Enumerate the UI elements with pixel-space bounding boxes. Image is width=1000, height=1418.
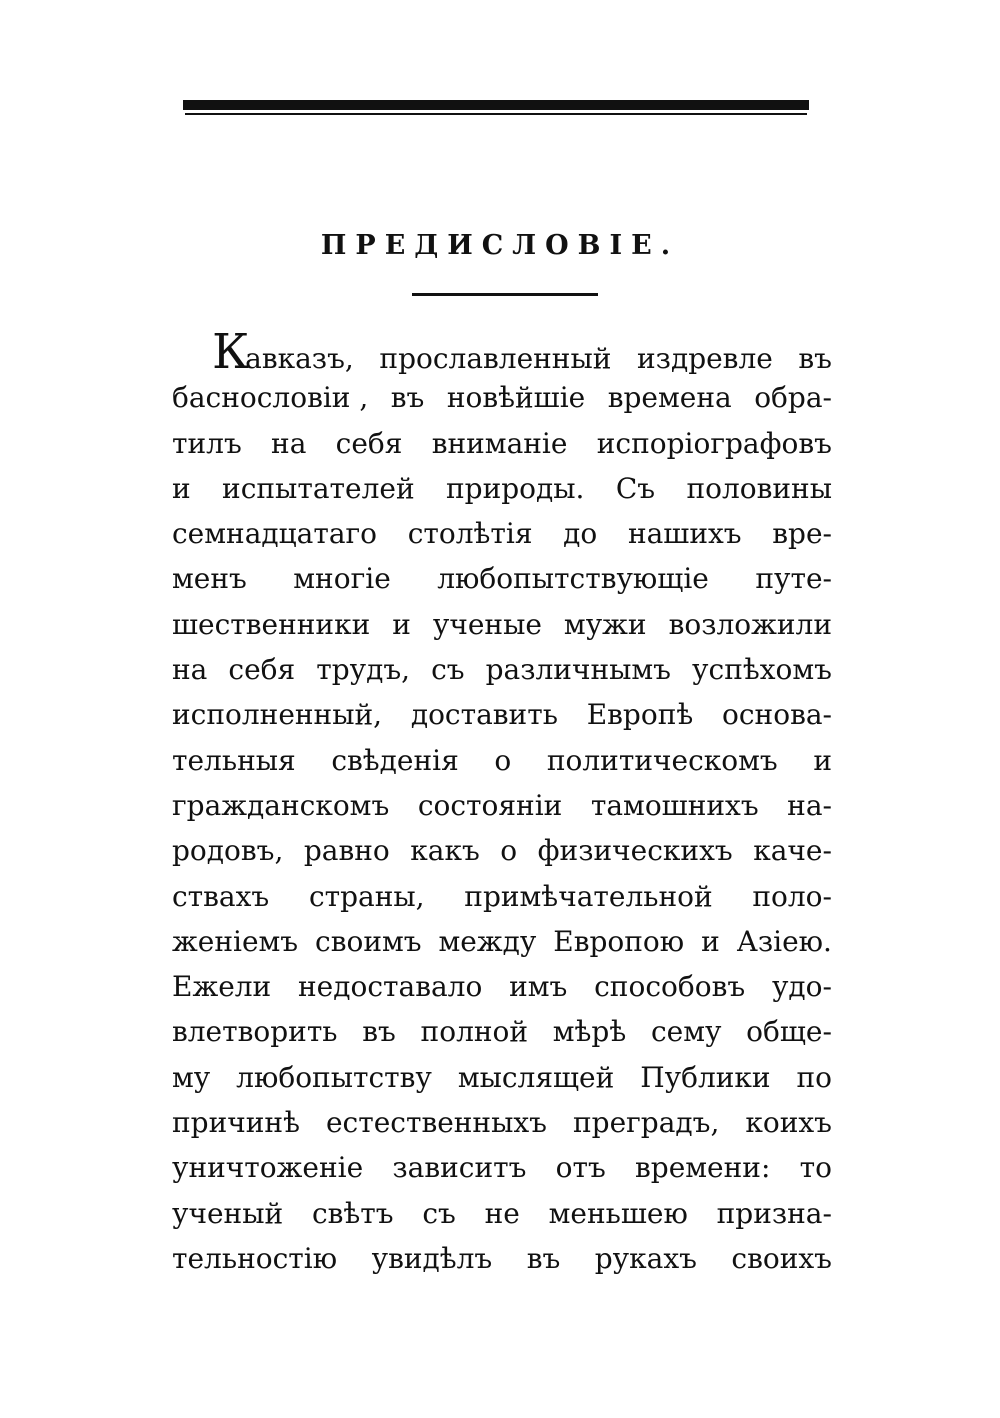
word: нашихъ [627, 517, 742, 551]
word: на [271, 426, 307, 460]
word: Публики [640, 1060, 771, 1094]
word: въ [526, 1241, 561, 1275]
word: сему [650, 1015, 722, 1049]
word: преградъ, [572, 1106, 720, 1140]
word: му [172, 1060, 211, 1094]
text-line [172, 375, 832, 420]
heading-divider [412, 293, 598, 296]
word: недоставало [298, 970, 483, 1004]
word: себя [335, 426, 403, 460]
word: новѣйшіе [446, 381, 586, 415]
word: прославленный [379, 342, 612, 375]
word: между [438, 924, 537, 958]
word: Съ [615, 471, 656, 505]
text-line [172, 828, 832, 873]
word: мыслящей [457, 1060, 615, 1094]
word: имъ [509, 970, 568, 1004]
word: ученые [432, 607, 542, 641]
text-line [172, 1009, 832, 1054]
word: природы. [445, 471, 585, 505]
word: меньшею [548, 1196, 688, 1230]
word: мужи [563, 607, 647, 641]
text-line [172, 511, 832, 556]
word: своимъ [315, 924, 422, 958]
word: равно [303, 834, 390, 868]
word: какъ [410, 834, 480, 868]
word: ствахъ [172, 879, 270, 913]
text-line [172, 647, 832, 692]
word: столѣтія [407, 517, 533, 551]
text-line [172, 692, 832, 737]
word: издревле [637, 342, 773, 375]
text-line [172, 1236, 832, 1281]
text-line [172, 738, 832, 783]
text-line [172, 874, 832, 919]
word: испытателей [222, 471, 415, 505]
word: о [494, 743, 512, 777]
word: способовъ [594, 970, 746, 1004]
word: шественники [172, 607, 371, 641]
word: физическихъ [537, 834, 733, 868]
word: тельностію [172, 1241, 338, 1275]
word: исполненный, [172, 698, 383, 732]
word: вре- [772, 517, 832, 551]
word: трудъ, [316, 653, 411, 687]
word: половины [686, 471, 832, 505]
word: Европѣ [586, 698, 694, 732]
text-line [172, 556, 832, 601]
word: вниманіе [431, 426, 568, 460]
text-line [172, 466, 832, 511]
word: основа- [722, 698, 832, 732]
word: рукахъ [594, 1241, 697, 1275]
word [212, 324, 354, 381]
word: и [813, 743, 832, 777]
word: тилъ [172, 426, 242, 460]
word: и [172, 471, 191, 505]
word: возложили [668, 607, 832, 641]
word: уничтоженіе [172, 1151, 364, 1185]
word: семнадцатаго [172, 517, 378, 551]
text-line [172, 1100, 832, 1145]
word: влетворить [172, 1015, 338, 1049]
word: времена [607, 381, 732, 415]
word: Азіею. [736, 924, 832, 958]
word: любопытству [236, 1060, 432, 1094]
word: каче- [753, 834, 832, 868]
word: зависитъ [392, 1151, 527, 1185]
text-line [172, 919, 832, 964]
drop-cap: К [212, 324, 250, 380]
word: и [701, 924, 720, 958]
word: съ [422, 1196, 456, 1230]
word: поло- [752, 879, 832, 913]
text-line [172, 602, 832, 647]
thin-rule [185, 113, 807, 115]
text-line [172, 964, 832, 1009]
word: въ [362, 1015, 396, 1049]
thick-rule [183, 100, 809, 110]
word: тельныя [172, 743, 296, 777]
word: гражданскомъ [172, 788, 390, 822]
word: свѣтъ [311, 1196, 394, 1230]
word: обра- [754, 381, 832, 415]
text-line [172, 1055, 832, 1100]
text-line [172, 421, 832, 466]
word: коихъ [745, 1106, 832, 1140]
word: съ [431, 653, 465, 687]
word: и [392, 607, 411, 641]
word: не [484, 1196, 520, 1230]
word: на [172, 653, 208, 687]
word: многіе [293, 562, 391, 596]
header-ornamental-rule [183, 100, 809, 116]
text-line [172, 324, 832, 380]
word: въ [798, 342, 832, 375]
word: ученый [172, 1196, 284, 1230]
word: на- [787, 788, 832, 822]
word: менъ [172, 562, 247, 596]
word: своихъ [731, 1241, 832, 1275]
word: отъ [555, 1151, 606, 1185]
text-line [172, 1191, 832, 1236]
word: страны, [308, 879, 425, 913]
word: состояніи [417, 788, 563, 822]
word: политическомъ [546, 743, 778, 777]
word: обще- [746, 1015, 832, 1049]
word: времени: [635, 1151, 771, 1185]
word: тамошнихъ [590, 788, 759, 822]
word: путе- [755, 562, 832, 596]
word: женіемъ [172, 924, 299, 958]
word: успѣхомъ [692, 653, 832, 687]
word: о [500, 834, 518, 868]
word: доставить [410, 698, 558, 732]
text-line [172, 783, 832, 828]
page-heading: ПРЕДИСЛОВІЕ. [320, 230, 680, 261]
text-line [172, 1145, 832, 1190]
word: баснословіи , [172, 381, 369, 415]
preface-body-text [172, 324, 832, 1281]
word: мѣрѣ [552, 1015, 627, 1049]
word: любопытствующіе [437, 562, 709, 596]
word: призна- [716, 1196, 832, 1230]
word: по [796, 1060, 832, 1094]
word: до [563, 517, 598, 551]
word-rest: авказъ, [245, 342, 354, 375]
word: испоріографовъ [596, 426, 832, 460]
word: удо- [771, 970, 832, 1004]
word: Европою [553, 924, 685, 958]
word: родовъ, [172, 834, 284, 868]
word: себя [228, 653, 296, 687]
word: причинѣ [172, 1106, 300, 1140]
word: естественныхъ [325, 1106, 547, 1140]
word: примѣчательной [464, 879, 713, 913]
word: свѣденія [331, 743, 459, 777]
word: въ [390, 381, 425, 415]
word: то [799, 1151, 832, 1185]
word: увидѣлъ [371, 1241, 493, 1275]
word: полной [420, 1015, 529, 1049]
word: различнымъ [485, 653, 671, 687]
word: Ежели [172, 970, 272, 1004]
